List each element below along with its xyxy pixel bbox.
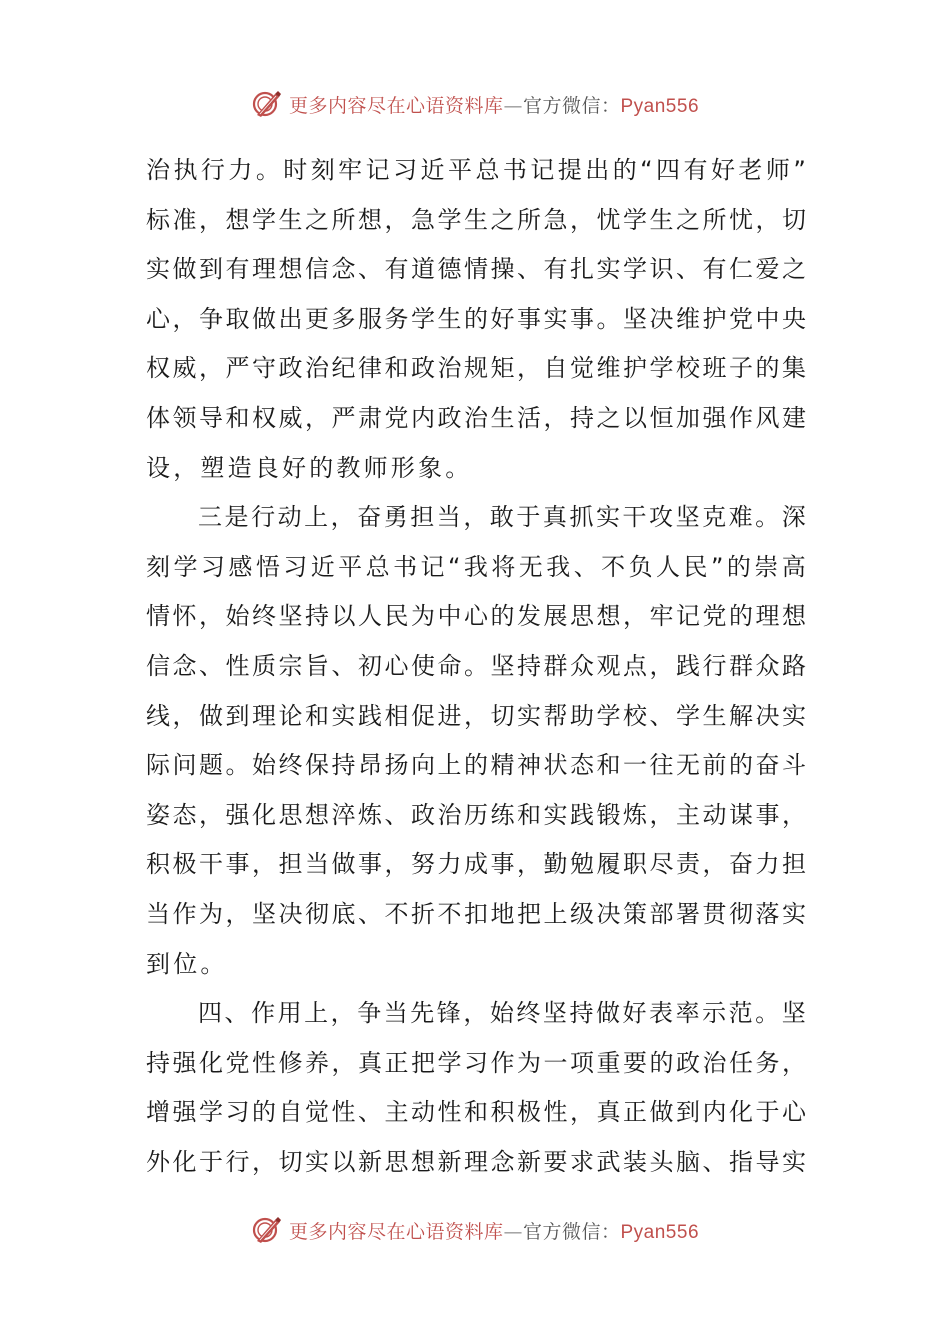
body-line: 外 化 于 行 ， 切 实 以 新 思 想 新 理 念 新 要 求 武 装 头 脑 、 指 导 实: [146, 1147, 806, 1176]
header-banner-text: [289, 91, 699, 118]
body-line: 心 ， 争 取 做 出 更 多 服 务 学 生 的 好 事 实 事 。 坚 决 维 护 党 中 央: [146, 304, 806, 333]
body-line: 实 做 到 有 理 想 信 念 、 有 道 德 情 操 、 有 扎 实 学 识 、 有 仁 爱 之: [146, 255, 806, 284]
body-line: 治 执 行 力 。 时 刻 牢 记 习 近 平 总 书 记 提 出 的 “ 四 有 好 老 师 ”: [146, 156, 806, 184]
body-line: 线 ， 做 到 理 论 和 实 践 相 促 进 ， 切 实 帮 助 学 校 、 学 生 解 决 实: [146, 701, 806, 730]
body-line: 权 威 ， 严 守 政 治 纪 律 和 政 治 规 矩 ， 自 觉 维 护 学 校 班 子 的 集: [146, 354, 806, 383]
body-line: 持 强 化 党 性 修 养 ， 真 正 把 学 习 作 为 一 项 重 要 的 政 治 任 务 ，: [146, 1048, 806, 1077]
body-line: 刻 学 习 感 悟 习 近 平 总 书 记 “ 我 将 无 我 、 不 负 人 民 ” 的 崇 高: [146, 552, 806, 581]
footer-banner-title: 更多内容尽在心语资料库: [288, 1220, 504, 1243]
body-line: 增 强 学 习 的 自 觉 性 、 主 动 性 和 积 极 性 ， 真 正 做 到 内 化 于 心: [146, 1098, 806, 1127]
footer-banner: [0, 1210, 950, 1250]
body-line: 体 领 导 和 权 威 ， 严 肃 党 内 政 治 生 活 ， 持 之 以 恒 加 强 作 风 建: [146, 403, 806, 432]
header-banner: [0, 84, 950, 124]
body-line: 标 准 ， 想 学 生 之 所 想 ， 急 学 生 之 所 急 ， 忧 学 生 之 所 忧 ， 切: [146, 205, 806, 234]
body-line: 际 问 题 。 始 终 保 持 昂 扬 向 上 的 精 神 状 态 和 一 往 无 前 的 奋 斗: [146, 751, 806, 780]
header-banner-wechat-id: Pyan556: [620, 95, 700, 117]
footer-banner-text: [289, 1217, 699, 1244]
body-line: 信 念 、 性 质 宗 旨 、 初 心 使 命 。 坚 持 群 众 观 点 ， 践 行 群 众 路: [146, 651, 806, 680]
footer-banner-dash: —: [503, 1220, 523, 1243]
fountain-pen-logo-icon: [251, 1214, 283, 1246]
body-line: 情 怀 ， 始 终 坚 持 以 人 民 为 中 心 的 发 展 思 想 ， 牢 记 党 的 理 想: [146, 602, 806, 631]
footer-banner-wechat-id: Pyan556: [620, 1221, 700, 1243]
fountain-pen-logo-icon: [251, 88, 283, 120]
header-banner-wechat-label: 官方微信：: [522, 94, 621, 117]
body-line: 到位。: [146, 949, 228, 978]
body-line: 当 作 为 ， 坚 决 彻 底 、 不 折 不 扣 地 把 上 级 决 策 部 署 贯 彻 落 实: [146, 899, 806, 928]
header-banner-title: 更多内容尽在心语资料库: [288, 94, 504, 117]
body-line: 设，塑造良好的教师形象。: [146, 453, 473, 482]
body-line: 四 、 作 用 上 ， 争 当 先 锋 ， 始 终 坚 持 做 好 表 率 示 范 。 坚: [198, 999, 806, 1028]
footer-banner-wechat-label: 官方微信：: [522, 1220, 621, 1243]
body-line: 姿 态 ， 强 化 思 想 淬 炼 、 政 治 历 练 和 实 践 锻 炼 ， 主 动 谋 事 ，: [146, 800, 806, 829]
body-line: 积 极 干 事 ， 担 当 做 事 ， 努 力 成 事 ， 勤 勉 履 职 尽 责 ， 奋 力 担: [146, 850, 806, 879]
document-body: [146, 146, 806, 1187]
header-banner-dash: —: [503, 94, 523, 117]
body-line: 三 是 行 动 上 ， 奋 勇 担 当 ， 敢 于 真 抓 实 干 攻 坚 克 难 。 深: [198, 503, 806, 532]
